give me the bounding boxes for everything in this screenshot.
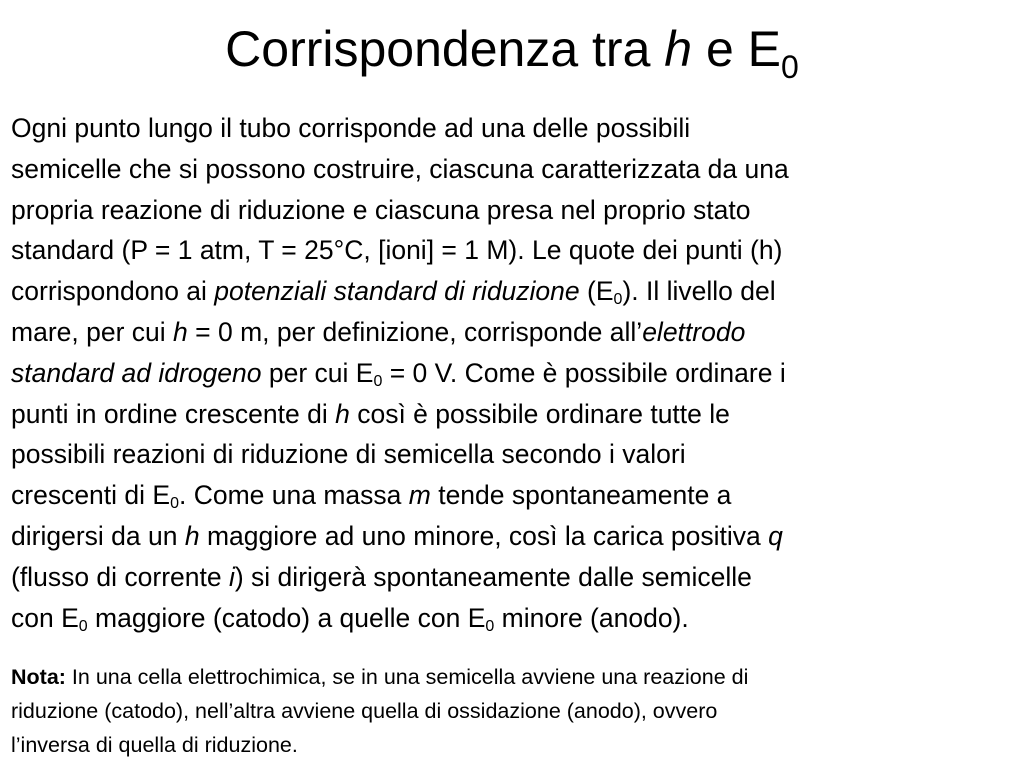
main-line-13-sub-2: 0 (485, 617, 495, 635)
main-line-6-b: = 0 m, per definizione, corrisponde all’ (187, 316, 643, 347)
main-line-8-h: h (335, 398, 350, 429)
main-line-5-a: corrispondono ai (11, 276, 215, 307)
main-line-11-b: maggiore ad uno minore, così la carica positiva (199, 520, 769, 551)
main-line-13-a: con E (11, 602, 79, 633)
main-line-7-b: = 0 V. Come è possibile ordinare i (382, 357, 786, 388)
main-line-5-b: (E (579, 276, 614, 307)
main-line-1: Ogni punto lungo il tubo corrisponde ad una delle possibili (11, 113, 691, 143)
note-line-3: l’inversa di quella di riduzione. (11, 733, 298, 757)
main-line-7-sub: 0 (373, 372, 383, 390)
title-h: h (664, 21, 693, 77)
main-line-8-b: così è possibile ordinare tutte le (349, 398, 730, 429)
main-line-13 (11, 598, 1016, 639)
main-line-10 (11, 475, 1016, 516)
main-line-11-q: q (768, 520, 783, 551)
main-line-7 (11, 353, 1016, 394)
main-line-11-h: h (184, 520, 200, 551)
main-line-2: semicelle che si possono costruire, ciascuna caratterizzata da una (11, 153, 789, 184)
main-line-7-italic: standard ad idrogeno (11, 357, 262, 388)
main-line-10-b: . Come una massa (178, 480, 409, 511)
main-line-7-a: per cui E (261, 357, 374, 388)
main-line-10-c: tende spontaneamente a (430, 480, 732, 511)
title-mid: e E (692, 21, 782, 77)
main-line-6-h: h (173, 316, 188, 347)
main-line-11-a: dirigersi da un (11, 520, 185, 551)
note-line-1-text: In una cella elettrochimica, se in una semicella avviene una reazione di (65, 665, 749, 689)
main-line-4: standard (P = 1 atm, T = 25°C, [ioni] = 1 M). Le quote dei punti (h) (11, 235, 783, 266)
main-line-10-m: m (408, 480, 431, 511)
main-line-9: possibili reazioni di riduzione di semicella secondo i valori (11, 439, 686, 470)
main-line-12 (11, 557, 1016, 598)
main-line-10-a: crescenti di E (11, 480, 171, 511)
main-line-10-sub: 0 (170, 495, 179, 513)
main-line-11 (11, 516, 1016, 557)
note-paragraph (11, 660, 1016, 762)
main-line-8-a: punti in ordine crescente di (11, 398, 336, 429)
main-line-5-c: ). Il livello del (622, 276, 776, 307)
slide-title (0, 14, 1024, 84)
main-line-12-i: i (228, 561, 235, 592)
main-line-13-sub-1: 0 (78, 617, 88, 635)
main-line-6-italic: elettrodo (642, 316, 746, 347)
main-line-5-italic: potenziali standard di riduzione (214, 276, 580, 307)
title-subscript: 0 (781, 49, 799, 85)
main-line-6 (11, 312, 1016, 353)
main-line-8 (11, 394, 1016, 435)
title-prefix: Corrispondenza tra (225, 21, 665, 77)
note-line-2: riduzione (catodo), nell’altra avviene quella di ossidazione (anodo), ovvero (11, 699, 718, 723)
main-line-5 (11, 271, 1016, 312)
main-line-13-c: minore (anodo). (494, 602, 689, 633)
main-line-12-b: ) si dirigerà spontaneamente dalle semicelle (234, 561, 752, 592)
main-line-13-b: maggiore (catodo) a quelle con E (87, 602, 486, 633)
note-label: Nota: (11, 665, 66, 689)
main-line-3: propria reazione di riduzione e ciascuna presa nel proprio stato (11, 194, 751, 225)
main-line-12-a: (flusso di corrente (11, 561, 229, 592)
main-paragraph (11, 108, 1016, 638)
main-line-5-sub: 0 (613, 291, 623, 309)
main-line-6-a: mare, per cui (11, 316, 174, 347)
note-line-1 (11, 660, 1016, 694)
